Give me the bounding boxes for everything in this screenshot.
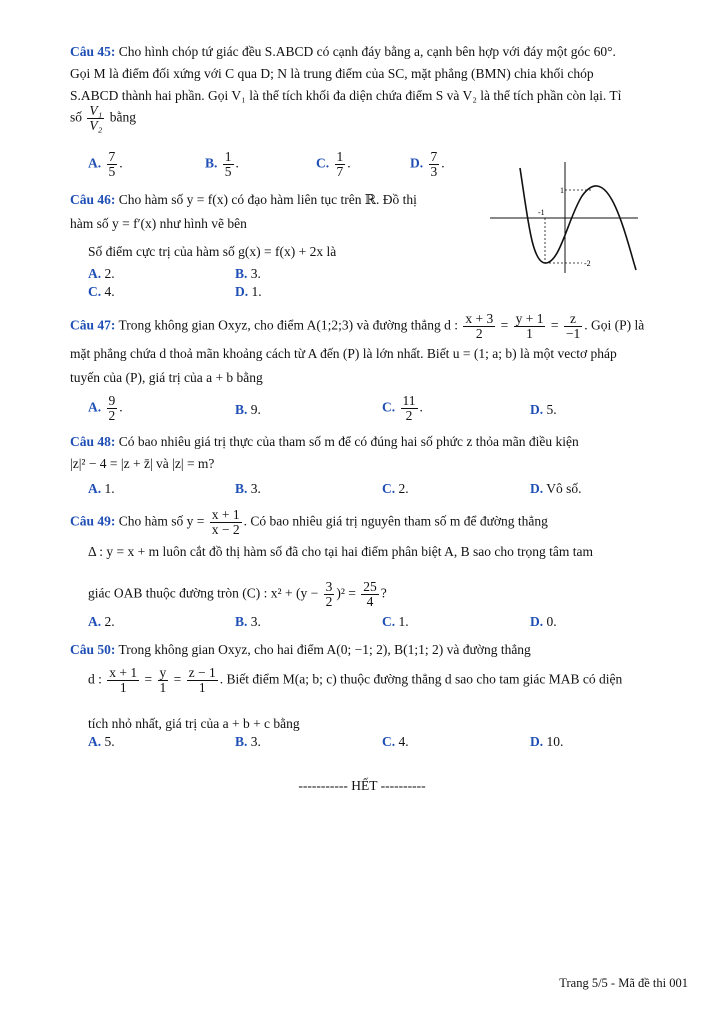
q46-line2: hàm số y = f′(x) như hình vẽ bên [70,216,247,231]
label-minus-one: -1 [538,208,545,217]
q49-option-c[interactable]: C. 1. [382,614,409,629]
q49-line2: Δ : y = x + m luôn cắt đồ thị hàm số đã cho tại hai điểm phân biệt A, B sao cho trọng tâm tam [88,544,593,559]
q50-line2: d : $\frac{x + 1}{1}$ = $\frac{y}{1}$ = $\frac{z - 1}{1}$ . Biết điểm M(a; b; c) thuộc đường thẳng d sao cho tam giác MAB có diện [88,665,623,695]
q50-option-d[interactable]: D. 10. [530,734,564,749]
q46-derivative-graph [490,160,640,275]
q45-line4 [70,104,136,133]
q47-text1: Trong không gian Oxyz, cho điểm A(1;2;3) và đường thẳng d : [118,317,458,333]
q49-line3: giác OAB thuộc đường tròn (C) : x² + (y − $\frac{3}{2}$ )² = $\frac{25}{4}$ ? [88,579,387,609]
q46-text1: Cho hàm số y = f(x) có đạo hàm liên tục trên ℝ. Đồ thị [118,192,417,207]
q50-option-a[interactable]: A. 5. [88,734,115,749]
q49-option-a[interactable]: A. 2. [88,614,115,629]
q45-option-a[interactable]: A. $\frac{7}{5}$ . [88,149,123,179]
q45-line3: S.ABCD thành hai phần. Gọi V₁ là thể tích khối đa diện chứa điểm S và V₂ là thể tích phần còn lại. Tỉ [70,88,622,103]
q46-label: Câu 46: [70,192,116,207]
q46-option-c[interactable]: C. 4. [88,284,115,299]
q49-option-d[interactable]: D. 0. [530,614,557,629]
q47-option-a[interactable]: A. $\frac{9}{2}$ . [88,393,123,423]
q47-label: Câu 47: [70,317,116,333]
q47-line1: Câu 47: Trong không gian Oxyz, cho điểm A(1;2;3) và đường thẳng d : $\frac{x + 3}{2}$ = $\frac{y + 1}{1}$ = $\frac{z}{-1}$ . Gọi (P) là [70,311,645,341]
q49-option-b[interactable]: B. 3. [235,614,261,629]
q49-line1: Câu 49: Cho hàm số y = $\frac{x + 1}{x - 2}$ . Có bao nhiêu giá trị nguyên tham số m để đường thẳng [70,507,548,537]
q48-text1: Có bao nhiêu giá trị thực của tham số m để có đúng hai số phức z thỏa mãn điều kiện [118,434,579,449]
q45-option-c[interactable]: C. $\frac{1}{7}$ . [316,149,351,179]
q46-option-d[interactable]: D. 1. [235,284,262,299]
q48-label: Câu 48: [70,434,116,449]
q45-fraction: $\frac{\text{V₁}}{\text{V₂}}$ [89,103,103,133]
q47-line3: tuyến của (P), giá trị của a + b bằng [70,370,263,385]
q45-option-d[interactable]: D. $\frac{7}{3}$ . [410,149,445,179]
q50-line3: tích nhỏ nhất, giá trị của a + b + c bằng [88,716,300,731]
q46-option-b[interactable]: B. 3. [235,266,261,281]
derivative-curve [520,168,636,270]
q48-line2: |z|² − 4 = |z + z̄| và |z| = m? [70,456,215,471]
q46-line3: Số điểm cực trị của hàm số g(x) = f(x) + 2x là [88,244,337,259]
q45-text1: Cho hình chóp tứ giác đều S.ABCD có cạnh đáy bằng a, cạnh bên hợp với đáy một góc 60°. [118,44,616,59]
q50-line1 [70,642,531,658]
q45-text4pre: số [70,109,83,125]
page-footer: Trang 5/5 - Mã đề thi 001 [559,976,688,990]
q45-line2: Gọi M là điểm đối xứng với C qua D; N là trung điểm của SC, mặt phẳng (BMN) chia khối chóp [70,66,594,81]
q46-option-a[interactable]: A. 2. [88,266,115,281]
q50-text1: Trong không gian Oxyz, cho hai điểm A(0; −1; 2), B(1;1; 2) và đường thẳng [118,642,531,657]
end-marker: ----------- HẾT ---------- [298,778,426,793]
q45-text4post: bằng [109,109,136,125]
q45-option-b[interactable]: B. $\frac{1}{5}$ . [205,149,239,179]
q47-option-d[interactable]: D. 5. [530,402,557,417]
q45-label: Câu 45: [70,44,116,59]
q47-option-c[interactable]: C. $\frac{11}{2}$ . [382,393,423,423]
q48-line1 [70,434,579,450]
label-minus-two: -2 [584,259,591,268]
q47-line2: mặt phẳng chứa d thoả mãn khoảng cách từ A đến (P) là lớn nhất. Biết u = (1; a; b) là một vectơ pháp [70,346,617,361]
q49-label: Câu 49: [70,513,116,529]
q49-text1pre: Cho hàm số y = [118,513,205,529]
q50-option-b[interactable]: B. 3. [235,734,261,749]
q48-option-d[interactable]: D. Vô số. [530,481,582,496]
q46-line1 [70,192,417,208]
q50-option-c[interactable]: C. 4. [382,734,409,749]
q50-label: Câu 50: [70,642,116,657]
q48-option-b[interactable]: B. 3. [235,481,261,496]
q48-option-c[interactable]: C. 2. [382,481,409,496]
q45-line1 [70,44,616,60]
q47-option-b[interactable]: B. 9. [235,402,261,417]
label-one: 1 [560,186,564,195]
q48-option-a[interactable]: A. 1. [88,481,115,496]
